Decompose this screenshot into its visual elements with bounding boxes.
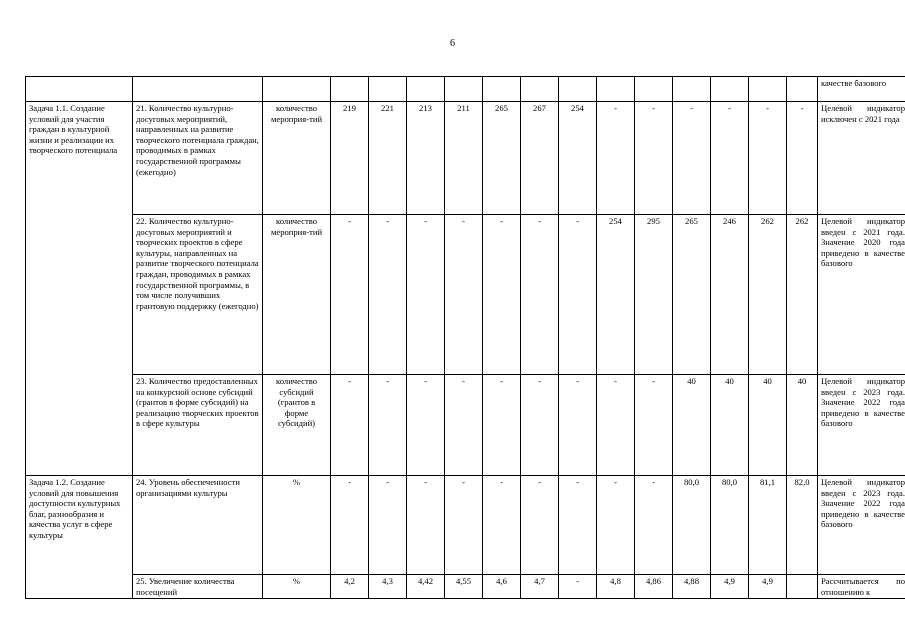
table-row xyxy=(26,375,905,476)
value-cell: - xyxy=(369,215,407,375)
unit-cell: количество субсидий (грантов в форме субсидий) xyxy=(263,375,331,476)
value-cell: - xyxy=(331,476,369,575)
value-cell: 4,88 xyxy=(673,575,711,599)
task-cell: Задача 1.1. Создание условий для участия граждан в культурной жизни и реализации их творческого потенциала xyxy=(26,102,133,476)
indicator-name-cell: 22. Количество культурно-досуговых мероприятий и творческих проектов в сфере культуры, направленных на развитие творческого потенциала граждан, проводимых в рамках государственной программы, в том числе получивших грантовую поддержку (ежегодно) xyxy=(133,215,263,375)
value-cell: - xyxy=(369,375,407,476)
value-cell: - xyxy=(483,375,521,476)
page-number: 6 xyxy=(450,38,455,49)
value-cell: 295 xyxy=(635,215,673,375)
value-cell: 4,86 xyxy=(635,575,673,599)
value-cell: - xyxy=(521,476,559,575)
value-cell: - xyxy=(445,375,483,476)
value-cell: - xyxy=(445,476,483,575)
value-cell: 82,0 xyxy=(787,476,818,575)
value-cell: 4,42 xyxy=(407,575,445,599)
value-cell: 246 xyxy=(711,215,749,375)
unit-cell: % xyxy=(263,476,331,575)
task-cell: Задача 1.2. Создание условий для повышения доступности культурных благ, разнообразия и качества услуг в сфере культуры xyxy=(26,476,133,599)
value-cell: 262 xyxy=(749,215,787,375)
value-cell: - xyxy=(521,375,559,476)
indicator-name-cell: 23. Количество предоставленных на конкурсной основе субсидий (грантов в форме субсидий) на реализацию творческих проектов в сфере культуры xyxy=(133,375,263,476)
indicator-name-cell: 21. Количество культурно-досуговых мероприятий, направленных на развитие творческого потенциала граждан, проводимых в рамках государственной программы (ежегодно) xyxy=(133,102,263,215)
table-row xyxy=(26,215,905,375)
value-cell: 221 xyxy=(369,102,407,215)
value-cell: - xyxy=(635,102,673,215)
value-cell: 4,55 xyxy=(445,575,483,599)
note-cell: Целевой индикатор введен с 2023 года. Значение 2022 года приведено в качестве базового xyxy=(818,476,905,575)
value-cell: 265 xyxy=(483,102,521,215)
note-cell: Рассчитывается по отношению к xyxy=(818,575,905,599)
value-cell: - xyxy=(559,375,597,476)
value-cell: - xyxy=(445,215,483,375)
value-cell xyxy=(787,575,818,599)
value-cell: - xyxy=(331,375,369,476)
value-cell: - xyxy=(483,476,521,575)
unit-cell xyxy=(263,77,331,102)
value-cell: - xyxy=(597,476,635,575)
value-cell: 254 xyxy=(559,102,597,215)
value-cell: 4,2 xyxy=(331,575,369,599)
value-cell: - xyxy=(407,375,445,476)
value-cell: - xyxy=(597,375,635,476)
value-cell: 4,9 xyxy=(711,575,749,599)
value-cell: - xyxy=(369,476,407,575)
indicator-name-cell: 25. Увеличение количества посещений xyxy=(133,575,263,599)
value-cell: - xyxy=(483,215,521,375)
value-cell: - xyxy=(331,215,369,375)
value-cell: - xyxy=(635,375,673,476)
value-cell: - xyxy=(635,476,673,575)
value-cell: 4,3 xyxy=(369,575,407,599)
value-cell: 219 xyxy=(331,102,369,215)
value-cell: 80,0 xyxy=(711,476,749,575)
unit-cell: % xyxy=(263,575,331,599)
value-cell: 4,6 xyxy=(483,575,521,599)
value-cell: 262 xyxy=(787,215,818,375)
note-cell: Целевой индикатор введен с 2023 года. Значение 2022 года приведено в качестве базового xyxy=(818,375,905,476)
value-cell: 267 xyxy=(521,102,559,215)
value-cell: - xyxy=(521,215,559,375)
value-cell: 254 xyxy=(597,215,635,375)
indicators-table xyxy=(25,76,905,599)
value-cell: 40 xyxy=(711,375,749,476)
value-cell: - xyxy=(673,102,711,215)
indicator-name-cell: 24. Уровень обеспеченности организациями культуры xyxy=(133,476,263,575)
value-cell: 40 xyxy=(749,375,787,476)
value-cell: 265 xyxy=(673,215,711,375)
unit-cell: количество мероприя-тий xyxy=(263,215,331,375)
value-cell: 81,1 xyxy=(749,476,787,575)
indicator-name-cell xyxy=(133,77,263,102)
value-cell: 4,9 xyxy=(749,575,787,599)
value-cell: 4,7 xyxy=(521,575,559,599)
value-cell: - xyxy=(559,215,597,375)
note-cell: качестве базового xyxy=(818,77,905,102)
value-cell: 4,8 xyxy=(597,575,635,599)
value-cell: - xyxy=(597,102,635,215)
value-cell: - xyxy=(787,102,818,215)
task-cell xyxy=(26,77,133,102)
value-cell: 80,0 xyxy=(673,476,711,575)
note-cell: Целевой индикатор исключен с 2021 года xyxy=(818,102,905,215)
value-cell: - xyxy=(407,476,445,575)
value-cell: - xyxy=(711,102,749,215)
unit-cell: количество мероприя-тий xyxy=(263,102,331,215)
value-cell: 40 xyxy=(787,375,818,476)
table-row xyxy=(26,476,905,575)
value-cell: 211 xyxy=(445,102,483,215)
value-cell: 213 xyxy=(407,102,445,215)
value-cell: 40 xyxy=(673,375,711,476)
value-cell: - xyxy=(407,215,445,375)
table-row xyxy=(26,575,905,599)
table-row xyxy=(26,102,905,215)
value-cell: - xyxy=(749,102,787,215)
value-cell: - xyxy=(559,575,597,599)
table-row xyxy=(26,77,905,102)
value-cell: - xyxy=(559,476,597,575)
note-cell: Целевой индикатор введен с 2021 года. Значение 2020 года приведено в качестве базового xyxy=(818,215,905,375)
